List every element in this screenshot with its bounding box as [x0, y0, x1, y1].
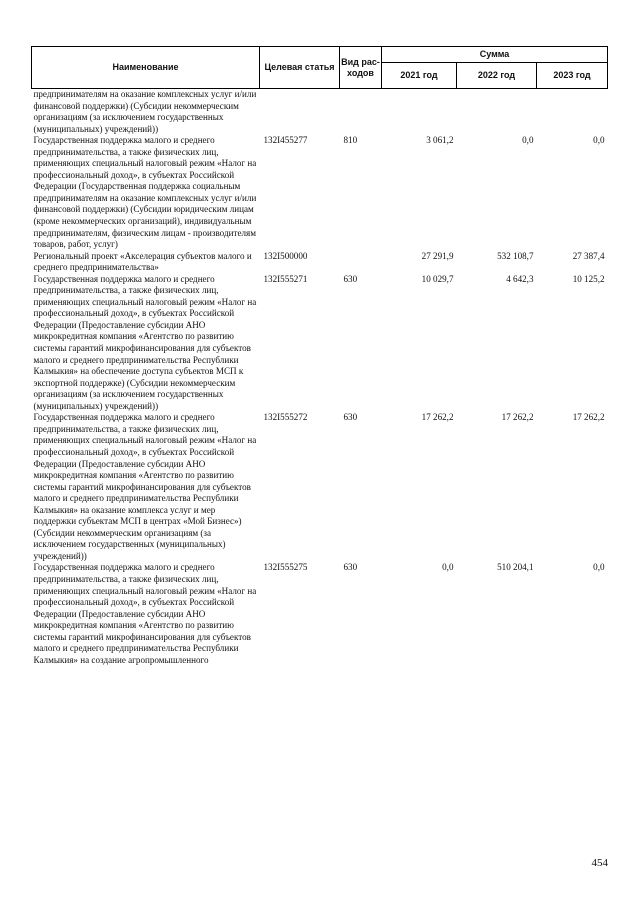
row-2021: 3 061,2 — [426, 135, 454, 146]
table-row — [32, 274, 608, 413]
row-2021: 27 291,9 — [421, 250, 454, 261]
row-code: 132I555271 — [263, 273, 308, 284]
row-vid: 630 — [343, 412, 358, 423]
row-2023 — [537, 89, 608, 136]
header-2022: 2022 год — [457, 63, 537, 89]
row-vid: 810 — [343, 135, 358, 146]
row-code: 132I555275 — [263, 562, 308, 573]
row-2021: 10 029,7 — [421, 273, 454, 284]
row-vid: 630 — [343, 273, 358, 284]
row-2022: 4 642,3 — [506, 273, 534, 284]
table-row — [32, 412, 608, 562]
table-body — [32, 89, 608, 667]
table-row — [32, 562, 608, 666]
page-number: 454 — [591, 857, 608, 869]
row-name: Государственная поддержка малого и среднего предпринимательства, а также физических лиц, применяющих специальный налоговый режим «Налог на профессиональный доход», в субъектах Российской Федерации (Предоставление субсидии АНО микрокредитная компания «Агентство по развитию системы гарантий микрофинансирования для субъектов малого и среднего предпринимательства Республики Калмыкия» на оказание комплекса услуг и мер поддержки субъектам МСП в центрах «Мой Бизнес») (Субсидии некоммерческим организациям (за исключением государственных (муниципальных) учреждений)) — [33, 412, 257, 561]
row-vid — [340, 89, 382, 136]
table-row — [32, 251, 608, 274]
row-vid — [340, 251, 382, 274]
row-2022: 532 108,7 — [497, 250, 534, 261]
header-vid: Вид рас-ходов — [340, 47, 382, 89]
row-code: 132I500000 — [263, 250, 308, 261]
header-name: Наименование — [32, 47, 260, 89]
row-name: предпринимателям на оказание комплексных услуг и/или финансовой поддержки) (Субсидии некоммерческим организациям (за исключением государственных (муниципальных) учреждений)) — [33, 89, 257, 134]
budget-table — [31, 46, 608, 666]
header-2021: 2021 год — [382, 63, 457, 89]
header-2023: 2023 год — [537, 63, 608, 89]
row-code — [260, 89, 340, 136]
row-2023: 0,0 — [593, 562, 605, 573]
row-2021: 17 262,2 — [421, 412, 454, 423]
row-code: 132I555272 — [263, 412, 308, 423]
row-2023: 27 387,4 — [572, 250, 605, 261]
table-row — [32, 135, 608, 250]
row-2023: 10 125,2 — [572, 273, 605, 284]
header-code: Целевая статья — [260, 47, 340, 89]
budget-table-sheet — [31, 46, 607, 666]
row-name: Государственная поддержка малого и среднего предпринимательства, а также физических лиц, применяющих специальный налоговый режим «Налог на профессиональный доход», в субъектах Российской Федерации (Государственная поддержка социальным предпринимателям на оказание комплексных услуг и/или финансовой поддержки) (Субсидии юридическим лицам (кроме некоммерческих организаций), индивидуальным предпринимателям, физическим лицам - производителям товаров, работ, услуг) — [33, 135, 257, 250]
row-2022: 510 204,1 — [497, 562, 534, 573]
row-2021 — [382, 89, 457, 136]
row-2023: 17 262,2 — [572, 412, 605, 423]
table-header — [32, 47, 608, 89]
row-2021: 0,0 — [442, 562, 454, 573]
row-2022: 17 262,2 — [501, 412, 534, 423]
row-2022: 0,0 — [522, 135, 534, 146]
row-2022 — [457, 89, 537, 136]
table-row — [32, 89, 608, 136]
row-vid: 630 — [343, 562, 358, 573]
row-name: Региональный проект «Акселерация субъектов малого и среднего предпринимательства» — [33, 250, 252, 273]
row-name: Государственная поддержка малого и среднего предпринимательства, а также физических лиц, применяющих специальный налоговый режим «Налог на профессиональный доход», в субъектах Российской Федерации (Предоставление субсидии АНО микрокредитная компания «Агентство по развитию системы гарантий микрофинансирования для субъектов малого и среднего предпринимательства Республики Калмыкия» на обеспечение доступа субъектов МСП к экспортной поддержке) (Субсидии некоммерческим организациям (за исключением государственных (муниципальных) учреждений)) — [33, 273, 257, 411]
header-sum: Сумма — [382, 47, 608, 63]
row-name: Государственная поддержка малого и среднего предпринимательства, а также физических лиц, применяющих специальный налоговый режим «Налог на профессиональный доход», в субъектах Российской Федерации (Предоставление субсидии АНО микрокредитная компания «Агентство по развитию системы гарантий микрофинансирования для субъектов малого и среднего предпринимательства Республики Калмыкия» на создание агропромышленного — [33, 562, 257, 665]
row-2023: 0,0 — [593, 135, 605, 146]
row-code: 132I455277 — [263, 135, 308, 146]
